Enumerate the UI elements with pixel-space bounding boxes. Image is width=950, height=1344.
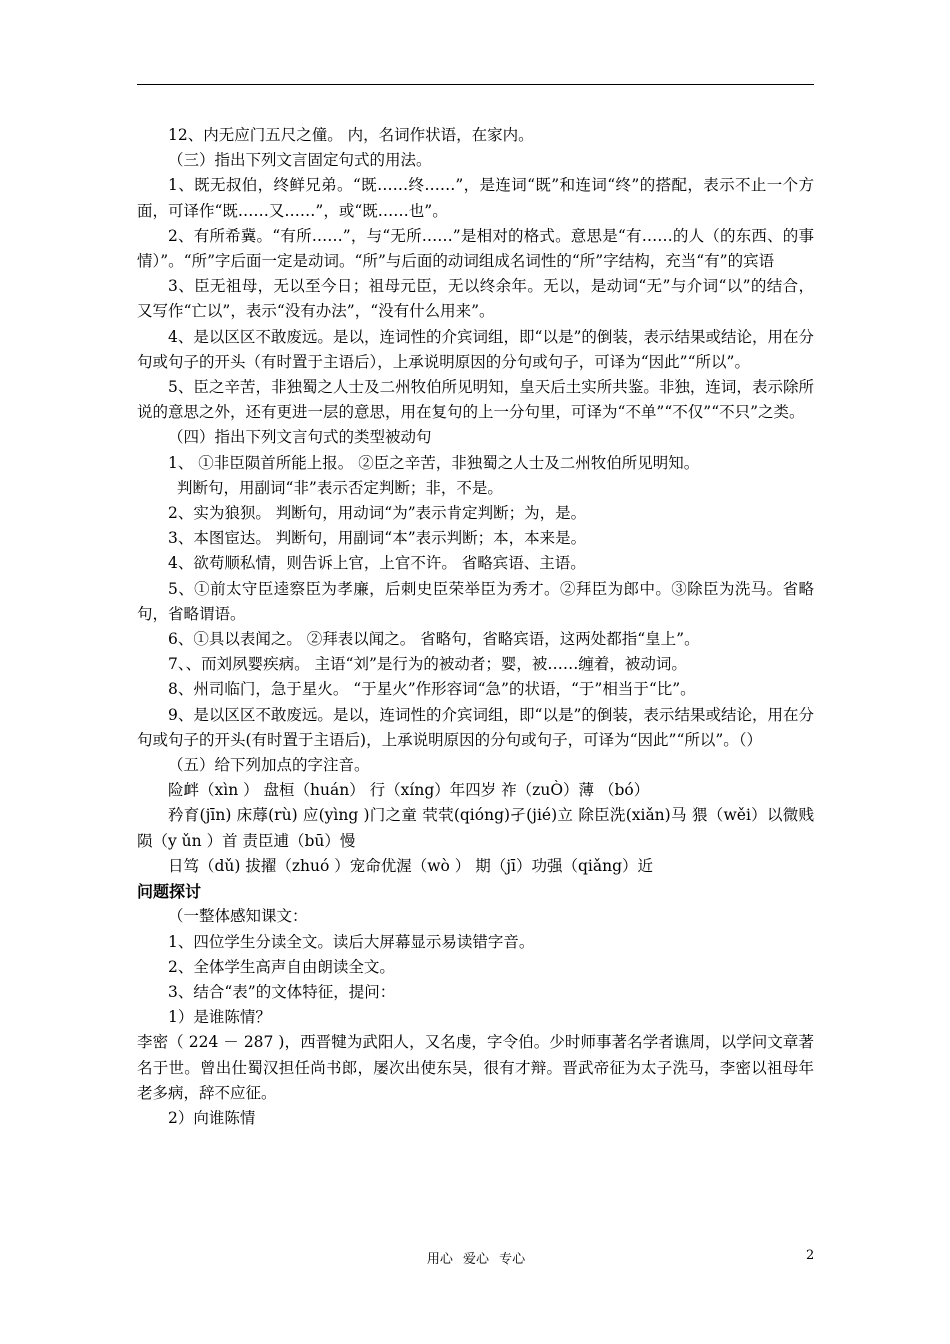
- paragraph: 8、州司临门，急于星火。 “于星火”作形容词“急”的状语，“于”相当于“比”。: [168, 680, 696, 699]
- paragraph: 险衅（xìn ） 盘桓（huán） 行（xíng）年四岁 祚（zuÒ）薄 （bó）: [168, 781, 650, 800]
- paragraph: 1、 ①非臣陨首所能上报。 ②臣之辛苦，非独蜀之人士及二州牧伯所见明知。: [168, 453, 700, 472]
- paragraph: 6、①具以表闻之。 ②拜表以闻之。 省略句，省略宾语，这两处都指“皇上”。: [168, 630, 700, 649]
- paragraph: 2）向谁陈情: [168, 1108, 256, 1127]
- paragraph: 4、欲苟顺私情，则告诉上官，上官不许。 省略宾语、主语。: [168, 554, 586, 573]
- paragraph: 2、实为狼狈。 判断句，用动词“为”表示肯定判断；为，是。: [168, 504, 587, 523]
- paragraph: 2、有所希冀。“有所……”，与“无所……”是相对的格式。意思是“有……的人（的东西、的事情）”。“所”字后面一定是动词。“所”与后面的动词组成名词性的“所”字结构，充当“有”的宾语: [137, 226, 814, 271]
- paragraph: 判断句，用副词“非”表示否定判断；非，不是。: [177, 478, 503, 497]
- paragraph: 矜育(jīn) 床蓐(rù) 应(yìng )门之童 茕茕(qióng)孑(jié)立 除臣洗(xiǎn)马 猥（wěi）以微贱 陨（y ǔn ）首 责臣逋（bū）慢: [137, 806, 814, 850]
- paragraph: 7、、而刘夙婴疾病。 主语“刘”是行为的被动者；婴，被……缠着，被动词。: [168, 655, 687, 674]
- page-content: [137, 123, 814, 1131]
- footer-motto: 用心 爱心 专心: [426, 1252, 526, 1267]
- paragraph: 4、是以区区不敢废远。是以，连词性的介宾词组，即“以是”的倒装，表示结果或结论，用在分句或句子的开头（有时置于主语后），上承说明原因的分句或句子，可译为“因此”“所以”。: [137, 327, 814, 371]
- paragraph: 1）是谁陈情？: [168, 1008, 271, 1027]
- paragraph: （一整体感知课文：: [168, 907, 308, 926]
- paragraph: 李密（ 224 － 287 )，西晋犍为武阳人，又名虔，字令伯。少时师事著名学者谯周，以学问文章著名于世。曾出仕蜀汉担任尚书郎，屡次出使东吴，很有才辩。晋武帝征为太子洗马，李密以祖母年老多病，辞不应征。: [137, 1033, 814, 1102]
- paragraph: 3、臣无祖母，无以至今日；祖母元臣，无以终余年。无以，是动词“无”与介词“以”的结合，又写作“亡以”，表示“没有办法”，“没有什么用来”。: [137, 277, 814, 321]
- paragraph: 日笃（dǔ) 拔擢（zhuó ）宠命优渥（wò ） 期（jī）功强（qiǎng）近: [168, 856, 654, 875]
- paragraph: 9、是以区区不敢废远。是以，连词性的介宾词组，即“以是”的倒装，表示结果或结论，用在分句或句子的开头(有时置于主语后)，上承说明原因的分句或句子，可译为“因此”“所以”。（）: [137, 705, 814, 749]
- paragraph: 3、本图宦达。 判断句，用副词“本”表示判断；本，本来是。: [168, 529, 587, 548]
- page-footer: [0, 1248, 950, 1268]
- paragraph: 1、四位学生分读全文。读后大屏幕显示易读错字音。: [168, 932, 535, 951]
- paragraph: （三）指出下列文言固定句式的用法。: [168, 151, 432, 170]
- paragraph: 12、内无应门五尺之僮。 内，名词作状语，在家内。: [168, 126, 534, 144]
- paragraph: （四）指出下列文言句式的类型被动句: [168, 428, 432, 447]
- paragraph: 1、既无叔伯，终鲜兄弟。“既……终……”，是连词“既”和连词“终”的搭配，表示不止一个方面，可译作“既……又……”，或“既……也”。: [137, 176, 814, 220]
- paragraph: 3、结合“表”的文体特征，提问：: [168, 982, 396, 1001]
- paragraph: 5、臣之辛苦，非独蜀之人士及二州牧伯所见明知，皇天后土实所共鉴。非独，连词，表示除所说的意思之外，还有更进一层的意思，用在复句的上一分句里，可译为“不单”“不仅”“不只”之类。: [137, 378, 814, 422]
- page-number: 2: [806, 1248, 815, 1263]
- paragraph: （五）给下列加点的字注音。: [168, 756, 370, 775]
- section-heading: 问题探讨: [137, 882, 202, 902]
- header-rule: [137, 84, 814, 85]
- paragraph: 5、①前太守臣逵察臣为孝廉，后刺史臣荣举臣为秀才。②拜臣为郎中。③除臣为洗马。省略句，省略谓语。: [137, 579, 814, 623]
- paragraph: 2、全体学生高声自由朗读全文。: [168, 957, 395, 976]
